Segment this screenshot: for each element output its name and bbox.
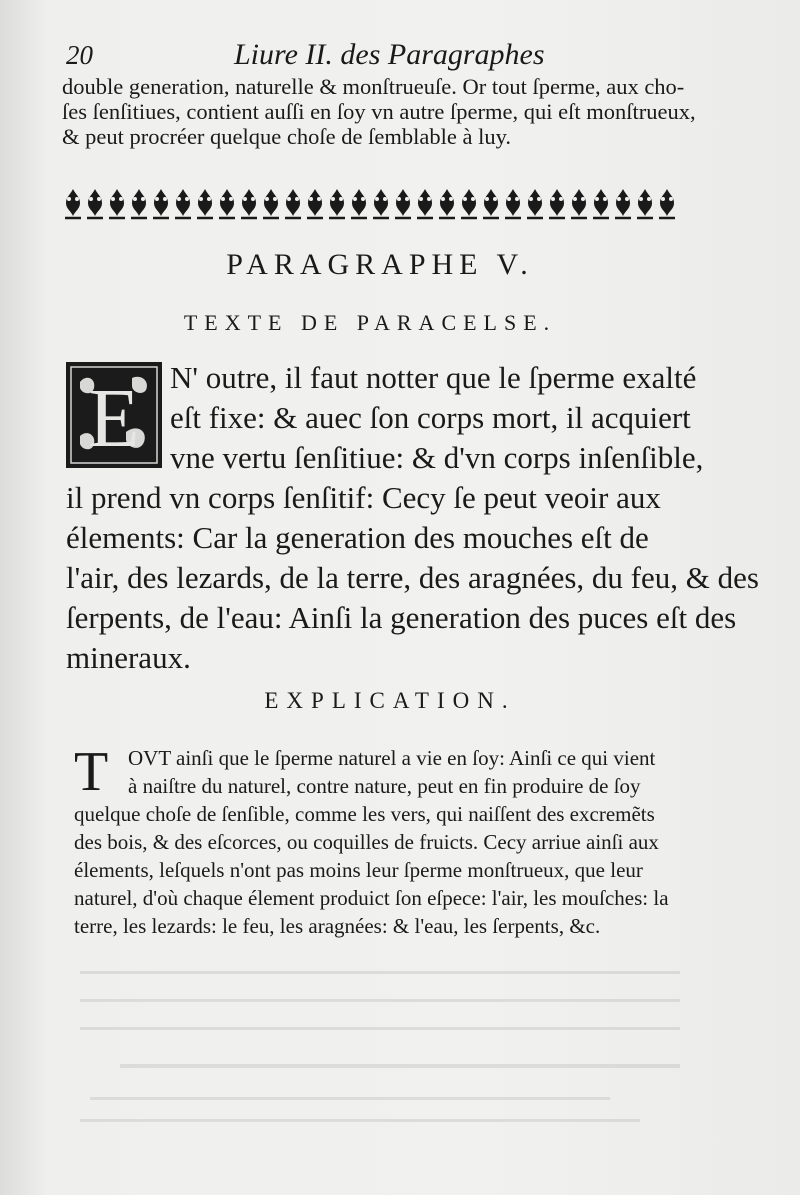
explication-line: OVT ainſi que le ſperme naturel a vie en ſoy: Ainſi ce qui vient [128, 746, 656, 770]
text-line: élements: Car la generation des mouches eſt de [66, 520, 649, 555]
text-line: il prend vn corps ſenſitif: Cecy ſe peut veoir aux [66, 480, 661, 515]
continuation-line: & peut procréer quelque choſe de ſemblable à luy. [62, 124, 511, 149]
explication-line: terre, les lezards: le feu, les aragnées: & l'eau, les ſerpents, &c. [74, 914, 601, 938]
explication-paragraph [74, 741, 704, 940]
continuation-paragraph [62, 74, 702, 149]
continuation-line: ſes ſenſitiues, contient auſſi en ſoy vn autre ſperme, qui eſt monſtrueux, [62, 99, 696, 124]
explication-line: des bois, & des eſcorces, ou coquilles de fruicts. Cecy arriue ainſi aux [74, 830, 659, 854]
text-line: vne vertu ſenſitiue: & d'vn corps inſenſible, [170, 440, 704, 475]
text-line: eſt fixe: & auec ſon corps mort, il acquiert [170, 400, 691, 435]
running-head [66, 38, 706, 78]
text-line: l'air, des lezards, de la terre, des aragnées, du feu, & des [66, 560, 759, 595]
running-title: Liure II. des Paragraphes [234, 38, 545, 71]
show-through-marks [0, 930, 800, 1130]
text-line: N' outre, il faut notter que le ſperme exalté [170, 360, 697, 395]
explication-line: naturel, d'où chaque élement produict ſon eſpece: l'air, les mouſches: la [74, 886, 669, 910]
paragraph-heading: PARAGRAPHE V. [226, 248, 534, 281]
fleuron-ornament-band [64, 185, 692, 221]
explication-line: élements, leſquels n'ont pas moins leur ſperme monſtrueux, que leur [74, 858, 643, 882]
continuation-line: double generation, naturelle & monſtrueuſe. Or tout ſperme, aux cho- [62, 74, 685, 99]
page-number: 20 [66, 40, 93, 70]
paracelse-text [66, 358, 759, 678]
show-through-text [0, 930, 800, 1130]
drop-cap-letter: E [88, 372, 140, 465]
section-subheading: TEXTE DE PARACELSE. [183, 310, 557, 335]
text-line: mineraux. [66, 640, 191, 675]
explication-line: quelque choſe de ſenſible, comme les vers, qui naiſſent des excremẽts [74, 802, 655, 826]
text-line: ſerpents, de l'eau: Ainſi la generation des puces eſt des [66, 600, 737, 635]
explication-heading: EXPLICATION. [264, 688, 516, 713]
explication-initial: T [74, 741, 109, 803]
explication-line: à naiſtre du naturel, contre nature, peut en fin produire de ſoy [128, 774, 641, 798]
